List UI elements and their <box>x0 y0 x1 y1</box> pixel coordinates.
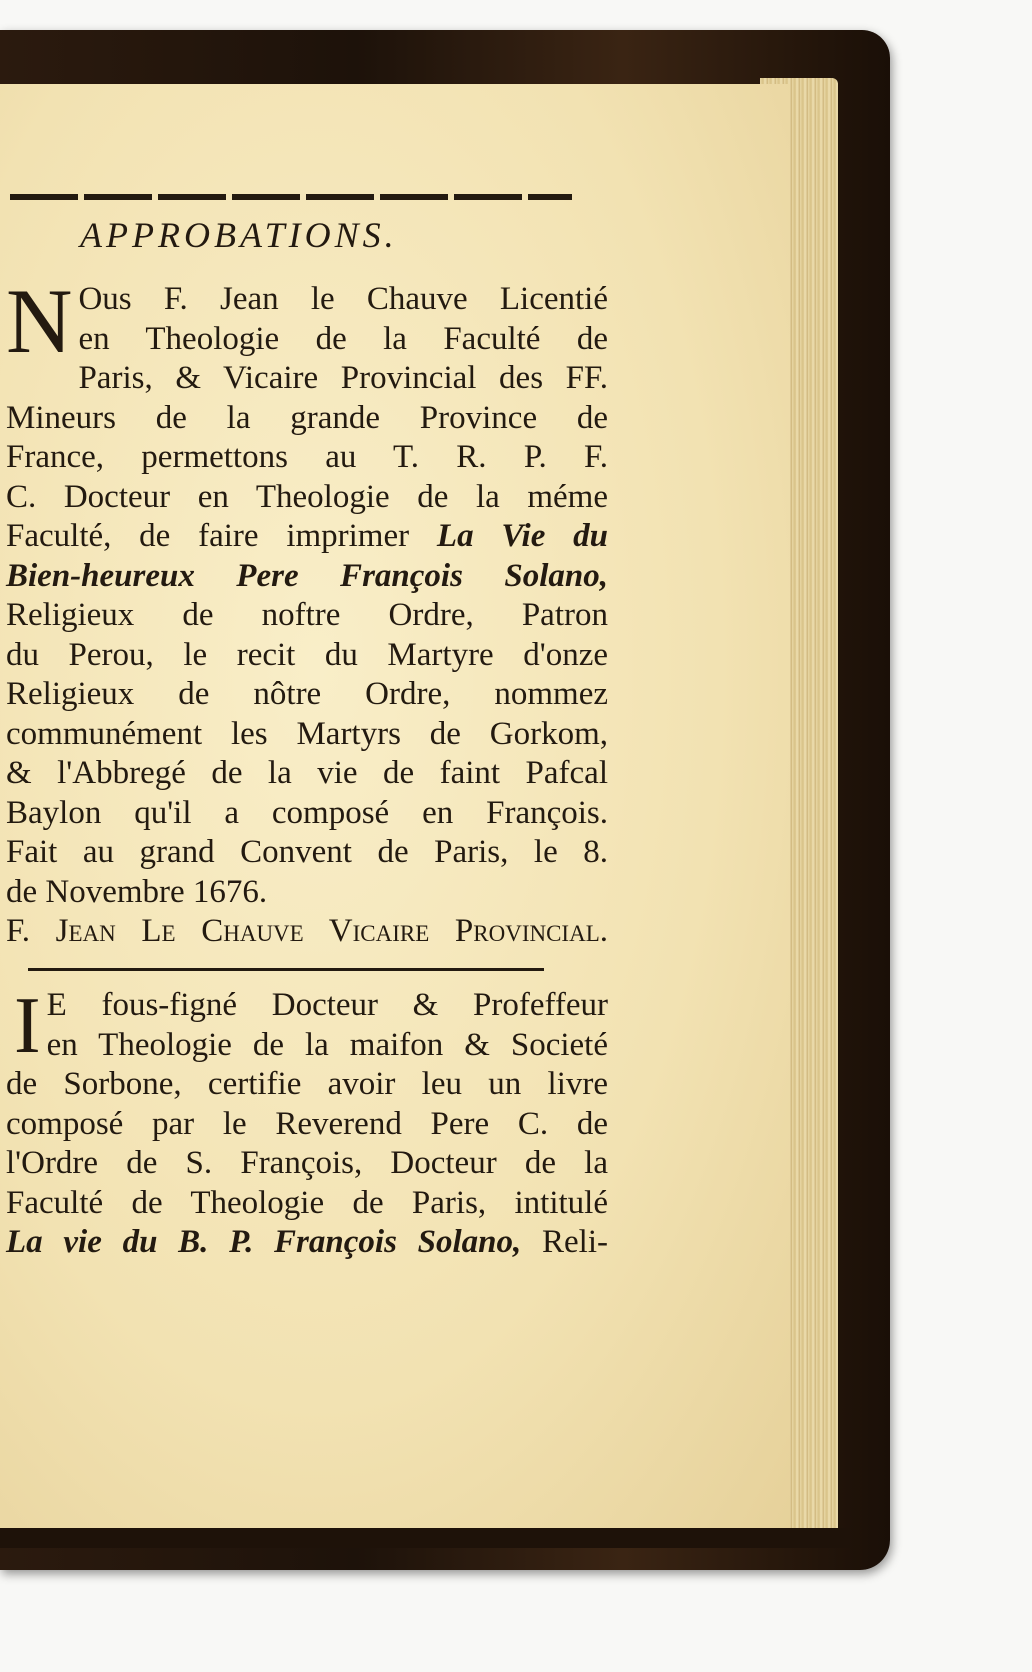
text-line: Faculté de Theologie de Paris, intitulé <box>6 1184 608 1221</box>
text-line: Ous F. Jean le Chauve Licentié <box>78 281 608 317</box>
page-heading: APPROBATIONS. <box>80 215 398 255</box>
text-line: Mineurs de la grande Province de <box>6 399 608 436</box>
italic-title: Bien-heureux Pere François Solano, <box>6 557 608 594</box>
approbation-1 <box>6 270 608 952</box>
text-line: de Sorbone, certifie avoir leu un livre <box>6 1066 608 1102</box>
bottom-edge <box>0 1528 850 1548</box>
text-line: E fous-figné Docteur & Profeffeur <box>46 987 608 1023</box>
text-segment: Faculté, de faire imprimer <box>6 518 410 554</box>
text-line: composé par le Reverend Pere C. de <box>6 1105 608 1142</box>
approbation-2 <box>6 982 608 1263</box>
text-line: en Theologie de la maifon & Societé <box>46 1026 608 1063</box>
text-line: Religieux de nôtre Ordre, nommez <box>6 676 608 712</box>
divider-rule <box>28 968 544 971</box>
text-line: de Novembre 1676. <box>6 873 268 910</box>
text-line <box>6 517 608 557</box>
text-line: Baylon qu'il a composé en François. <box>6 794 608 831</box>
text-line: l'Ordre de S. François, Docteur de la <box>6 1145 608 1181</box>
text-segment: Reli- <box>542 1224 608 1260</box>
text-line: Fait au grand Convent de Paris, le 8. <box>6 834 608 870</box>
text-line: C. Docteur en Theologie de la méme <box>6 478 608 515</box>
text-line <box>6 1223 608 1263</box>
dropcap-i: I <box>14 982 41 1070</box>
text-line: Paris, & Vicaire Provincial des FF. <box>78 360 608 396</box>
text-line: du Perou, le recit du Martyre d'onze <box>6 636 608 673</box>
text-line <box>6 557 608 597</box>
ornamental-rule <box>10 194 572 200</box>
book-page <box>0 84 790 1534</box>
italic-title: La vie du B. P. François Solano, <box>6 1224 522 1260</box>
text-line: en Theologie de la Faculté de <box>78 320 608 357</box>
italic-title: La Vie du <box>436 518 608 554</box>
text-line: communément les Martyrs de Gorkom, <box>6 715 608 752</box>
signature: F. Jean Le Chauve Vicaire Provincial. <box>6 913 608 949</box>
text-line: France, permettons au T. R. P. F. <box>6 439 608 475</box>
dropcap-n: N <box>6 270 73 372</box>
text-line: & l'Abbregé de la vie de faint Pafcal <box>6 755 608 791</box>
text-line: Religieux de noftre Ordre, Patron <box>6 597 608 633</box>
